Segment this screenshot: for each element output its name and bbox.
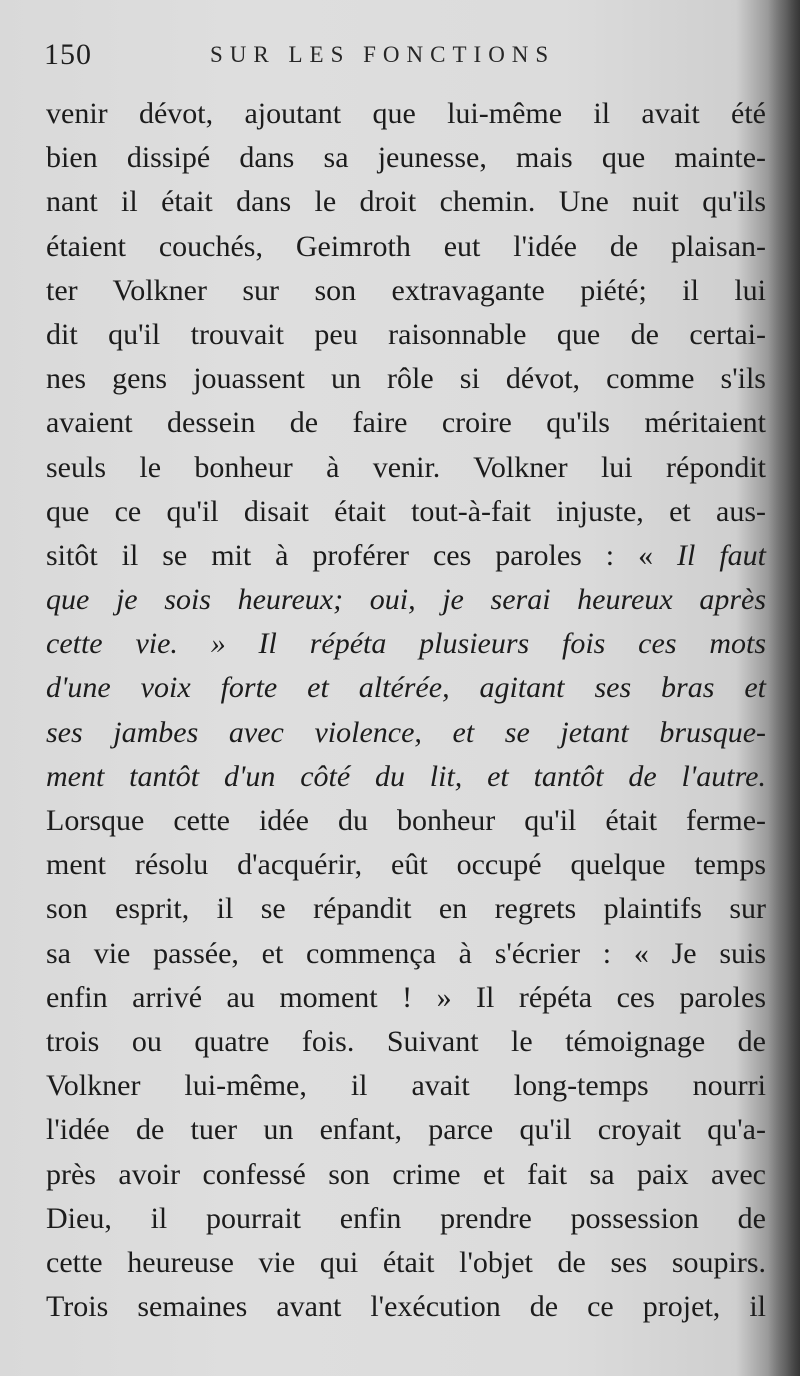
text-line: que ce qu'il disait était tout-à-fait injuste, et aus- [46, 494, 766, 528]
text-line: étaient couchés, Geimroth eut l'idée de plaisan- [46, 229, 766, 263]
text-line: l'idée de tuer un enfant, parce qu'il croyait qu'a- [46, 1113, 766, 1147]
text-line [46, 534, 766, 578]
text-line: près avoir confessé son crime et fait sa paix avec [46, 1157, 766, 1191]
text-line: trois ou quatre fois. Suivant le témoignage de [46, 1024, 766, 1058]
page-number: 150 [44, 38, 92, 71]
text-line: dit qu'il trouvait peu raisonnable que de certai- [46, 317, 766, 351]
text-line: Dieu, il pourrait enfin prendre possession de [46, 1201, 766, 1235]
page-header [40, 38, 760, 78]
text-line: ter Volkner sur son extravagante piété; il lui [46, 273, 766, 307]
text-line: ment tantôt d'un côté du lit, et tantôt de l'autre. [46, 759, 766, 793]
text-line: son esprit, il se répandit en regrets plaintifs sur [46, 892, 766, 926]
text-line: ses jambes avec violence, et se jetant brusque- [46, 715, 766, 749]
text-line: que je sois heureux; oui, je serai heureux après [46, 583, 766, 617]
text-line: Volkner lui-même, il avait long-temps nourri [46, 1069, 766, 1103]
text-line: nes gens jouassent un rôle si dévot, comme s'ils [46, 362, 766, 396]
text-line: Lorsque cette idée du bonheur qu'il était ferme- [46, 804, 766, 837]
text-line-italic-part: Il faut [677, 538, 766, 572]
text-line-roman-part: sitôt il se mit à proférer ces paroles : « [46, 538, 678, 572]
text-line: Trois semaines avant l'exécution de ce projet, il [46, 1290, 766, 1324]
text-line: sa vie passée, et commença à s'écrier : « Je suis [46, 936, 766, 970]
page-binding-shadow [768, 0, 800, 1376]
text-line: seuls le bonheur à venir. Volkner lui répondit [46, 450, 766, 484]
text-line: nant il était dans le droit chemin. Une nuit qu'ils [46, 185, 766, 219]
text-line: d'une voix forte et altérée, agitant ses bras et [46, 671, 766, 705]
text-line: bien dissipé dans sa jeunesse, mais que mainte- [46, 141, 766, 175]
text-line: venir dévot, ajoutant que lui-même il avait été [46, 97, 766, 130]
text-line: cette vie. » Il répéta plusieurs fois ces mots [46, 627, 766, 661]
text-line: ment résolu d'acquérir, eût occupé quelque temps [46, 848, 766, 882]
running-head: SUR LES FONCTIONS [210, 42, 556, 67]
body-text [46, 92, 766, 1329]
text-line: cette heureuse vie qui était l'objet de ses soupirs. [46, 1245, 766, 1279]
text-line: enfin arrivé au moment ! » Il répéta ces paroles [46, 980, 766, 1014]
text-line: avaient dessein de faire croire qu'ils méritaient [46, 406, 766, 440]
